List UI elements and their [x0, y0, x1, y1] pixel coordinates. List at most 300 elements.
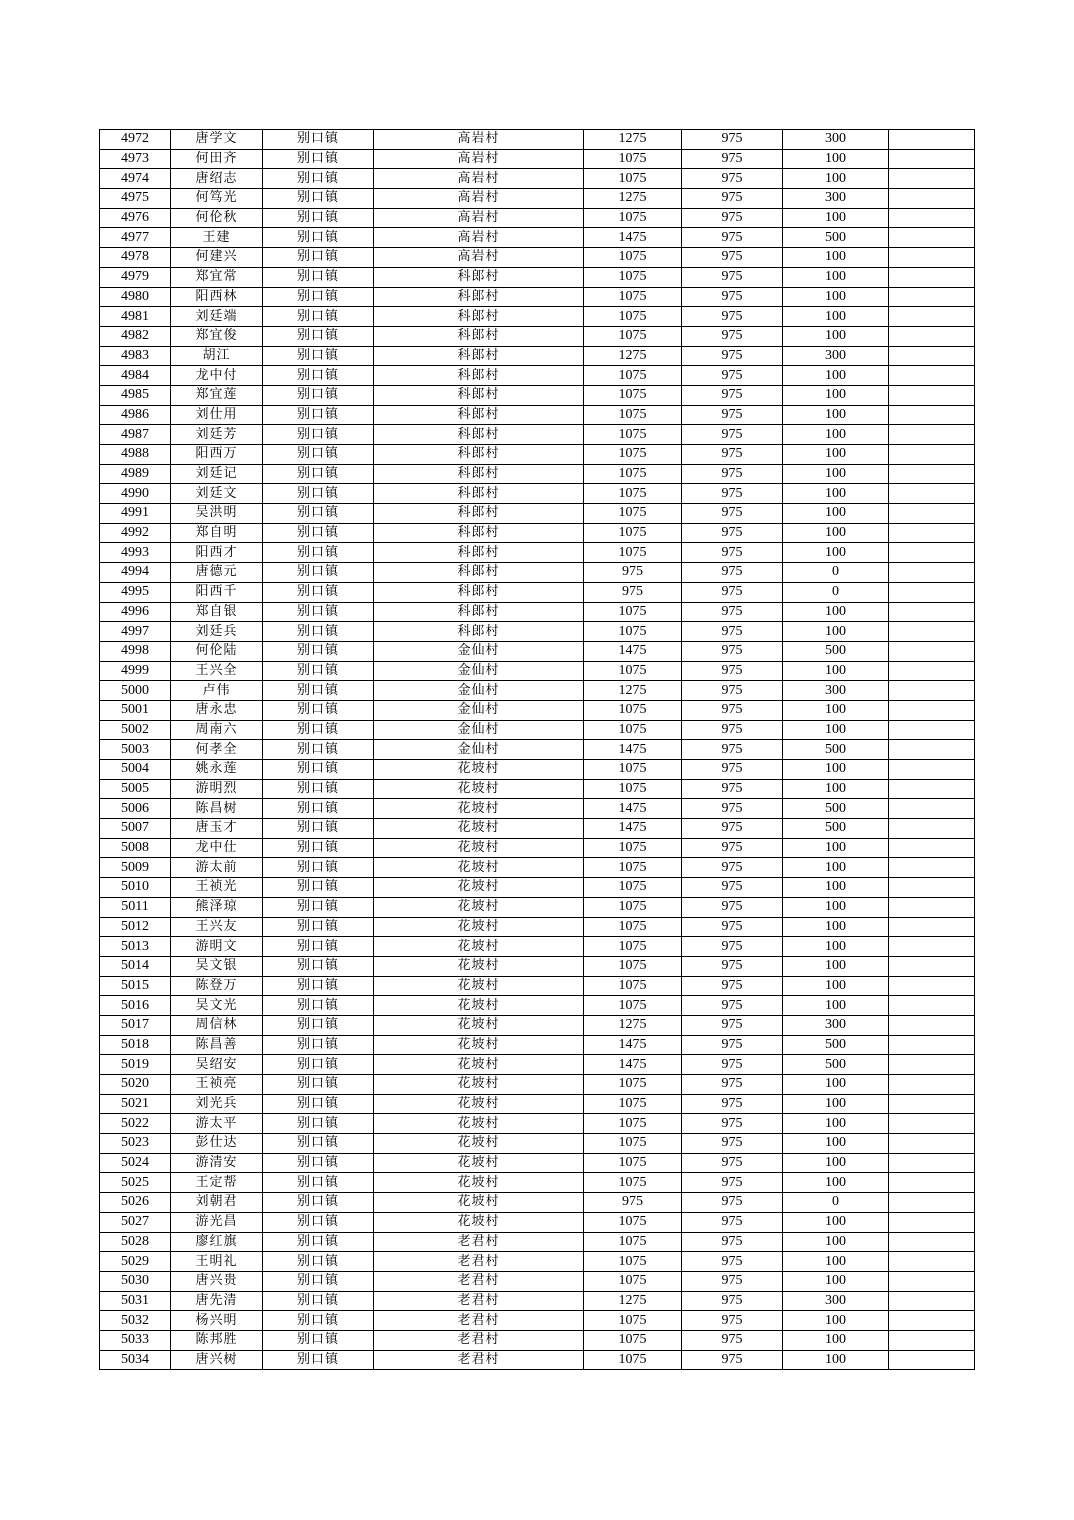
name-cell: 阳西千	[171, 582, 263, 602]
serial-cell: 5008	[100, 838, 171, 858]
remark-cell	[889, 779, 975, 799]
amount-a-cell: 1075	[584, 858, 682, 878]
remark-cell	[889, 1075, 975, 1095]
amount-a-cell: 1075	[584, 996, 682, 1016]
town-cell: 别口镇	[263, 937, 374, 957]
difference-cell: 100	[783, 1271, 889, 1291]
remark-cell	[889, 504, 975, 524]
remark-cell	[889, 523, 975, 543]
name-cell: 何伦秋	[171, 208, 263, 228]
town-cell: 别口镇	[263, 484, 374, 504]
difference-cell: 300	[783, 1015, 889, 1035]
amount-b-cell: 975	[682, 445, 783, 465]
amount-b-cell: 975	[682, 1330, 783, 1350]
serial-cell: 4995	[100, 582, 171, 602]
town-cell: 别口镇	[263, 208, 374, 228]
remark-cell	[889, 602, 975, 622]
village-cell: 科郎村	[374, 425, 584, 445]
serial-cell: 5006	[100, 799, 171, 819]
town-cell: 别口镇	[263, 1252, 374, 1272]
serial-cell: 4998	[100, 641, 171, 661]
serial-cell: 5012	[100, 917, 171, 937]
village-cell: 花坡村	[374, 858, 584, 878]
serial-cell: 5004	[100, 760, 171, 780]
amount-b-cell: 975	[682, 1252, 783, 1272]
serial-cell: 5020	[100, 1075, 171, 1095]
table-row	[100, 1134, 975, 1154]
amount-b-cell: 975	[682, 1015, 783, 1035]
difference-cell: 100	[783, 1173, 889, 1193]
difference-cell: 100	[783, 1311, 889, 1331]
difference-cell: 100	[783, 149, 889, 169]
difference-cell: 100	[783, 1075, 889, 1095]
difference-cell: 100	[783, 858, 889, 878]
village-cell: 老君村	[374, 1330, 584, 1350]
table-row	[100, 405, 975, 425]
amount-a-cell: 1075	[584, 937, 682, 957]
name-cell: 游明文	[171, 937, 263, 957]
table-row	[100, 326, 975, 346]
village-cell: 金仙村	[374, 681, 584, 701]
name-cell: 刘仕用	[171, 405, 263, 425]
amount-a-cell: 1075	[584, 1114, 682, 1134]
amount-a-cell: 1075	[584, 523, 682, 543]
remark-cell	[889, 956, 975, 976]
difference-cell: 100	[783, 760, 889, 780]
amount-a-cell: 1075	[584, 1153, 682, 1173]
amount-a-cell: 1075	[584, 366, 682, 386]
serial-cell: 5033	[100, 1330, 171, 1350]
serial-cell: 5019	[100, 1055, 171, 1075]
difference-cell: 100	[783, 1330, 889, 1350]
remark-cell	[889, 582, 975, 602]
serial-cell: 4989	[100, 464, 171, 484]
serial-cell: 4993	[100, 543, 171, 563]
amount-b-cell: 975	[682, 366, 783, 386]
remark-cell	[889, 1252, 975, 1272]
table-row	[100, 267, 975, 287]
serial-cell: 4973	[100, 149, 171, 169]
table-row	[100, 1173, 975, 1193]
village-cell: 花坡村	[374, 1173, 584, 1193]
amount-a-cell: 1075	[584, 504, 682, 524]
village-cell: 花坡村	[374, 976, 584, 996]
village-cell: 科郎村	[374, 582, 584, 602]
serial-cell: 5016	[100, 996, 171, 1016]
table-row	[100, 760, 975, 780]
remark-cell	[889, 622, 975, 642]
amount-a-cell: 1075	[584, 1311, 682, 1331]
amount-b-cell: 975	[682, 464, 783, 484]
serial-cell: 4972	[100, 130, 171, 150]
name-cell: 刘光兵	[171, 1094, 263, 1114]
difference-cell: 100	[783, 523, 889, 543]
village-cell: 高岩村	[374, 189, 584, 209]
name-cell: 刘朝君	[171, 1193, 263, 1213]
town-cell: 别口镇	[263, 779, 374, 799]
difference-cell: 100	[783, 543, 889, 563]
name-cell: 王兴友	[171, 917, 263, 937]
difference-cell: 500	[783, 819, 889, 839]
amount-a-cell: 1075	[584, 1271, 682, 1291]
village-cell: 高岩村	[374, 248, 584, 268]
difference-cell: 100	[783, 661, 889, 681]
name-cell: 郑自银	[171, 602, 263, 622]
town-cell: 别口镇	[263, 1173, 374, 1193]
village-cell: 科郎村	[374, 366, 584, 386]
remark-cell	[889, 838, 975, 858]
difference-cell: 300	[783, 346, 889, 366]
serial-cell: 5023	[100, 1134, 171, 1154]
village-cell: 高岩村	[374, 130, 584, 150]
town-cell: 别口镇	[263, 346, 374, 366]
remark-cell	[889, 208, 975, 228]
remark-cell	[889, 878, 975, 898]
remark-cell	[889, 1311, 975, 1331]
difference-cell: 100	[783, 248, 889, 268]
village-cell: 花坡村	[374, 1015, 584, 1035]
serial-cell: 4986	[100, 405, 171, 425]
serial-cell: 4983	[100, 346, 171, 366]
town-cell: 别口镇	[263, 976, 374, 996]
amount-a-cell: 1475	[584, 641, 682, 661]
serial-cell: 5026	[100, 1193, 171, 1213]
difference-cell: 100	[783, 1350, 889, 1370]
village-cell: 科郎村	[374, 602, 584, 622]
town-cell: 别口镇	[263, 681, 374, 701]
town-cell: 别口镇	[263, 956, 374, 976]
village-cell: 花坡村	[374, 1094, 584, 1114]
village-cell: 花坡村	[374, 878, 584, 898]
difference-cell: 0	[783, 582, 889, 602]
village-cell: 老君村	[374, 1311, 584, 1331]
amount-b-cell: 975	[682, 996, 783, 1016]
name-cell: 唐兴贵	[171, 1271, 263, 1291]
remark-cell	[889, 366, 975, 386]
name-cell: 吴文光	[171, 996, 263, 1016]
remark-cell	[889, 1193, 975, 1213]
amount-a-cell: 1475	[584, 1035, 682, 1055]
table-row	[100, 445, 975, 465]
difference-cell: 100	[783, 1232, 889, 1252]
name-cell: 吴文银	[171, 956, 263, 976]
table-row	[100, 425, 975, 445]
name-cell: 王建	[171, 228, 263, 248]
amount-b-cell: 975	[682, 976, 783, 996]
name-cell: 刘廷芳	[171, 425, 263, 445]
table-row	[100, 661, 975, 681]
amount-a-cell: 1475	[584, 740, 682, 760]
serial-cell: 4979	[100, 267, 171, 287]
town-cell: 别口镇	[263, 464, 374, 484]
remark-cell	[889, 1035, 975, 1055]
name-cell: 唐兴树	[171, 1350, 263, 1370]
amount-b-cell: 975	[682, 563, 783, 583]
amount-a-cell: 1075	[584, 779, 682, 799]
table-row	[100, 1055, 975, 1075]
amount-a-cell: 1075	[584, 267, 682, 287]
town-cell: 别口镇	[263, 996, 374, 1016]
name-cell: 刘廷兵	[171, 622, 263, 642]
name-cell: 陈昌树	[171, 799, 263, 819]
difference-cell: 500	[783, 799, 889, 819]
amount-b-cell: 975	[682, 307, 783, 327]
name-cell: 唐先清	[171, 1291, 263, 1311]
serial-cell: 5030	[100, 1271, 171, 1291]
name-cell: 郑宜常	[171, 267, 263, 287]
town-cell: 别口镇	[263, 1035, 374, 1055]
serial-cell: 4988	[100, 445, 171, 465]
name-cell: 杨兴明	[171, 1311, 263, 1331]
village-cell: 花坡村	[374, 1193, 584, 1213]
name-cell: 周南六	[171, 720, 263, 740]
village-cell: 花坡村	[374, 1055, 584, 1075]
amount-a-cell: 1075	[584, 720, 682, 740]
amount-a-cell: 975	[584, 582, 682, 602]
amount-a-cell: 975	[584, 1193, 682, 1213]
amount-b-cell: 975	[682, 937, 783, 957]
difference-cell: 100	[783, 169, 889, 189]
amount-b-cell: 975	[682, 1055, 783, 1075]
remark-cell	[889, 1055, 975, 1075]
amount-a-cell: 1075	[584, 248, 682, 268]
town-cell: 别口镇	[263, 1232, 374, 1252]
village-cell: 科郎村	[374, 385, 584, 405]
town-cell: 别口镇	[263, 130, 374, 150]
serial-cell: 5001	[100, 700, 171, 720]
name-cell: 王祯亮	[171, 1075, 263, 1095]
table-row	[100, 464, 975, 484]
village-cell: 金仙村	[374, 720, 584, 740]
amount-a-cell: 1075	[584, 1232, 682, 1252]
table-row	[100, 543, 975, 563]
difference-cell: 100	[783, 937, 889, 957]
serial-cell: 4997	[100, 622, 171, 642]
town-cell: 别口镇	[263, 819, 374, 839]
serial-cell: 5028	[100, 1232, 171, 1252]
amount-a-cell: 1075	[584, 1350, 682, 1370]
village-cell: 花坡村	[374, 996, 584, 1016]
town-cell: 别口镇	[263, 582, 374, 602]
remark-cell	[889, 563, 975, 583]
remark-cell	[889, 1134, 975, 1154]
remark-cell	[889, 937, 975, 957]
amount-a-cell: 1475	[584, 228, 682, 248]
town-cell: 别口镇	[263, 641, 374, 661]
remark-cell	[889, 543, 975, 563]
name-cell: 阳西才	[171, 543, 263, 563]
serial-cell: 5007	[100, 819, 171, 839]
amount-b-cell: 975	[682, 661, 783, 681]
table-row	[100, 779, 975, 799]
village-cell: 科郎村	[374, 543, 584, 563]
town-cell: 别口镇	[263, 1350, 374, 1370]
amount-b-cell: 975	[682, 602, 783, 622]
town-cell: 别口镇	[263, 1330, 374, 1350]
amount-b-cell: 975	[682, 1193, 783, 1213]
amount-b-cell: 975	[682, 267, 783, 287]
amount-b-cell: 975	[682, 130, 783, 150]
name-cell: 王祯光	[171, 878, 263, 898]
difference-cell: 100	[783, 897, 889, 917]
name-cell: 游明烈	[171, 779, 263, 799]
name-cell: 熊泽琼	[171, 897, 263, 917]
amount-a-cell: 1075	[584, 700, 682, 720]
amount-b-cell: 975	[682, 819, 783, 839]
remark-cell	[889, 641, 975, 661]
village-cell: 科郎村	[374, 622, 584, 642]
table-row	[100, 523, 975, 543]
name-cell: 唐学文	[171, 130, 263, 150]
difference-cell: 100	[783, 1153, 889, 1173]
amount-b-cell: 975	[682, 385, 783, 405]
village-cell: 老君村	[374, 1252, 584, 1272]
village-cell: 老君村	[374, 1350, 584, 1370]
amount-a-cell: 1075	[584, 287, 682, 307]
amount-b-cell: 975	[682, 346, 783, 366]
town-cell: 别口镇	[263, 326, 374, 346]
table-row	[100, 366, 975, 386]
table-row	[100, 1291, 975, 1311]
remark-cell	[889, 346, 975, 366]
table-row	[100, 956, 975, 976]
village-cell: 金仙村	[374, 661, 584, 681]
name-cell: 刘廷文	[171, 484, 263, 504]
name-cell: 阳西万	[171, 445, 263, 465]
amount-b-cell: 975	[682, 1114, 783, 1134]
table-row	[100, 1075, 975, 1095]
amount-b-cell: 975	[682, 1271, 783, 1291]
town-cell: 别口镇	[263, 543, 374, 563]
amount-a-cell: 1075	[584, 1212, 682, 1232]
difference-cell: 100	[783, 267, 889, 287]
town-cell: 别口镇	[263, 740, 374, 760]
town-cell: 别口镇	[263, 838, 374, 858]
town-cell: 别口镇	[263, 858, 374, 878]
village-cell: 花坡村	[374, 1153, 584, 1173]
serial-cell: 4980	[100, 287, 171, 307]
amount-a-cell: 1075	[584, 1173, 682, 1193]
table-row	[100, 1311, 975, 1331]
difference-cell: 100	[783, 307, 889, 327]
name-cell: 唐玉才	[171, 819, 263, 839]
table-row	[100, 1153, 975, 1173]
difference-cell: 100	[783, 425, 889, 445]
table-row	[100, 1232, 975, 1252]
town-cell: 别口镇	[263, 1114, 374, 1134]
serial-cell: 5011	[100, 897, 171, 917]
name-cell: 何笃光	[171, 189, 263, 209]
amount-a-cell: 1075	[584, 661, 682, 681]
remark-cell	[889, 1350, 975, 1370]
remark-cell	[889, 740, 975, 760]
remark-cell	[889, 897, 975, 917]
serial-cell: 4994	[100, 563, 171, 583]
table-row	[100, 287, 975, 307]
remark-cell	[889, 464, 975, 484]
town-cell: 别口镇	[263, 1212, 374, 1232]
difference-cell: 500	[783, 1055, 889, 1075]
difference-cell: 0	[783, 1193, 889, 1213]
name-cell: 王定帮	[171, 1173, 263, 1193]
remark-cell	[889, 1015, 975, 1035]
amount-a-cell: 1075	[584, 1094, 682, 1114]
name-cell: 游太前	[171, 858, 263, 878]
town-cell: 别口镇	[263, 405, 374, 425]
amount-a-cell: 1075	[584, 1075, 682, 1095]
amount-b-cell: 975	[682, 169, 783, 189]
amount-b-cell: 975	[682, 228, 783, 248]
name-cell: 廖红旗	[171, 1232, 263, 1252]
serial-cell: 4978	[100, 248, 171, 268]
remark-cell	[889, 661, 975, 681]
table-row	[100, 385, 975, 405]
difference-cell: 300	[783, 681, 889, 701]
name-cell: 陈昌善	[171, 1035, 263, 1055]
table-row	[100, 1271, 975, 1291]
town-cell: 别口镇	[263, 1193, 374, 1213]
remark-cell	[889, 720, 975, 740]
town-cell: 别口镇	[263, 1075, 374, 1095]
difference-cell: 300	[783, 1291, 889, 1311]
serial-cell: 4974	[100, 169, 171, 189]
table-row	[100, 582, 975, 602]
name-cell: 龙中仕	[171, 838, 263, 858]
table-row	[100, 681, 975, 701]
amount-b-cell: 975	[682, 1350, 783, 1370]
table-row	[100, 819, 975, 839]
serial-cell: 4996	[100, 602, 171, 622]
amount-b-cell: 975	[682, 504, 783, 524]
table-row	[100, 208, 975, 228]
amount-a-cell: 1075	[584, 484, 682, 504]
remark-cell	[889, 819, 975, 839]
name-cell: 何建兴	[171, 248, 263, 268]
village-cell: 花坡村	[374, 937, 584, 957]
remark-cell	[889, 307, 975, 327]
table-row	[100, 1114, 975, 1134]
remark-cell	[889, 484, 975, 504]
difference-cell: 100	[783, 838, 889, 858]
town-cell: 别口镇	[263, 1134, 374, 1154]
table-row	[100, 563, 975, 583]
village-cell: 科郎村	[374, 346, 584, 366]
remark-cell	[889, 917, 975, 937]
town-cell: 别口镇	[263, 1271, 374, 1291]
name-cell: 郑自明	[171, 523, 263, 543]
subsidy-table	[99, 129, 975, 1370]
town-cell: 别口镇	[263, 366, 374, 386]
name-cell: 周信林	[171, 1015, 263, 1035]
village-cell: 科郎村	[374, 287, 584, 307]
serial-cell: 5000	[100, 681, 171, 701]
name-cell: 陈邦胜	[171, 1330, 263, 1350]
difference-cell: 100	[783, 1094, 889, 1114]
name-cell: 阳西林	[171, 287, 263, 307]
table-row	[100, 248, 975, 268]
remark-cell	[889, 425, 975, 445]
amount-b-cell: 975	[682, 799, 783, 819]
serial-cell: 5003	[100, 740, 171, 760]
table-row	[100, 1212, 975, 1232]
amount-b-cell: 975	[682, 149, 783, 169]
amount-a-cell: 1075	[584, 149, 682, 169]
name-cell: 郑宜莲	[171, 385, 263, 405]
amount-b-cell: 975	[682, 858, 783, 878]
town-cell: 别口镇	[263, 1015, 374, 1035]
village-cell: 科郎村	[374, 267, 584, 287]
name-cell: 胡江	[171, 346, 263, 366]
